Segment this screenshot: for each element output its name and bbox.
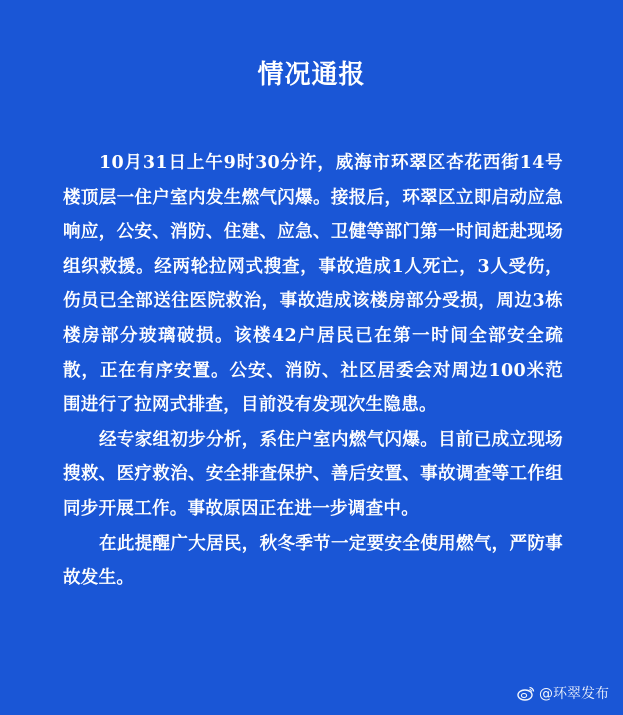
weibo-icon xyxy=(517,685,535,701)
notice-body xyxy=(63,146,563,596)
paragraph-1: 10月31日上午9时30分许，威海市环翠区杏花西街14号楼顶层一住户室内发生燃气闪爆。接报后，环翠区立即启动应急响应，公安、消防、住建、应急、卫健等部门第一时间赶赴现场组织救援。经两轮拉网式搜查，事故造成1人死亡，3人受伤，伤员已全部送往医院救治，事故造成该楼房部分受损，周边3栋楼房部分玻璃破损。该楼42户居民已在第一时间全部安全疏散，正在有序安置。公安、消防、社区居委会对周边100米范围进行了拉网式排查，目前没有发现次生隐患。 xyxy=(63,153,563,416)
paragraph-2: 经专家组初步分析，系住户室内燃气闪爆。目前已成立现场搜救、医疗救治、安全排查保护、善后安置、事故调查等工作组同步开展工作。事故原因正在进一步调查中。 xyxy=(63,429,563,519)
notice-title: 情况通报 xyxy=(257,60,366,90)
watermark-text: @环翠发布 xyxy=(539,686,609,702)
paragraph-3: 在此提醒广大居民，秋冬季节一定要安全使用燃气，严防事故发生。 xyxy=(63,533,563,589)
weibo-watermark xyxy=(517,683,609,703)
